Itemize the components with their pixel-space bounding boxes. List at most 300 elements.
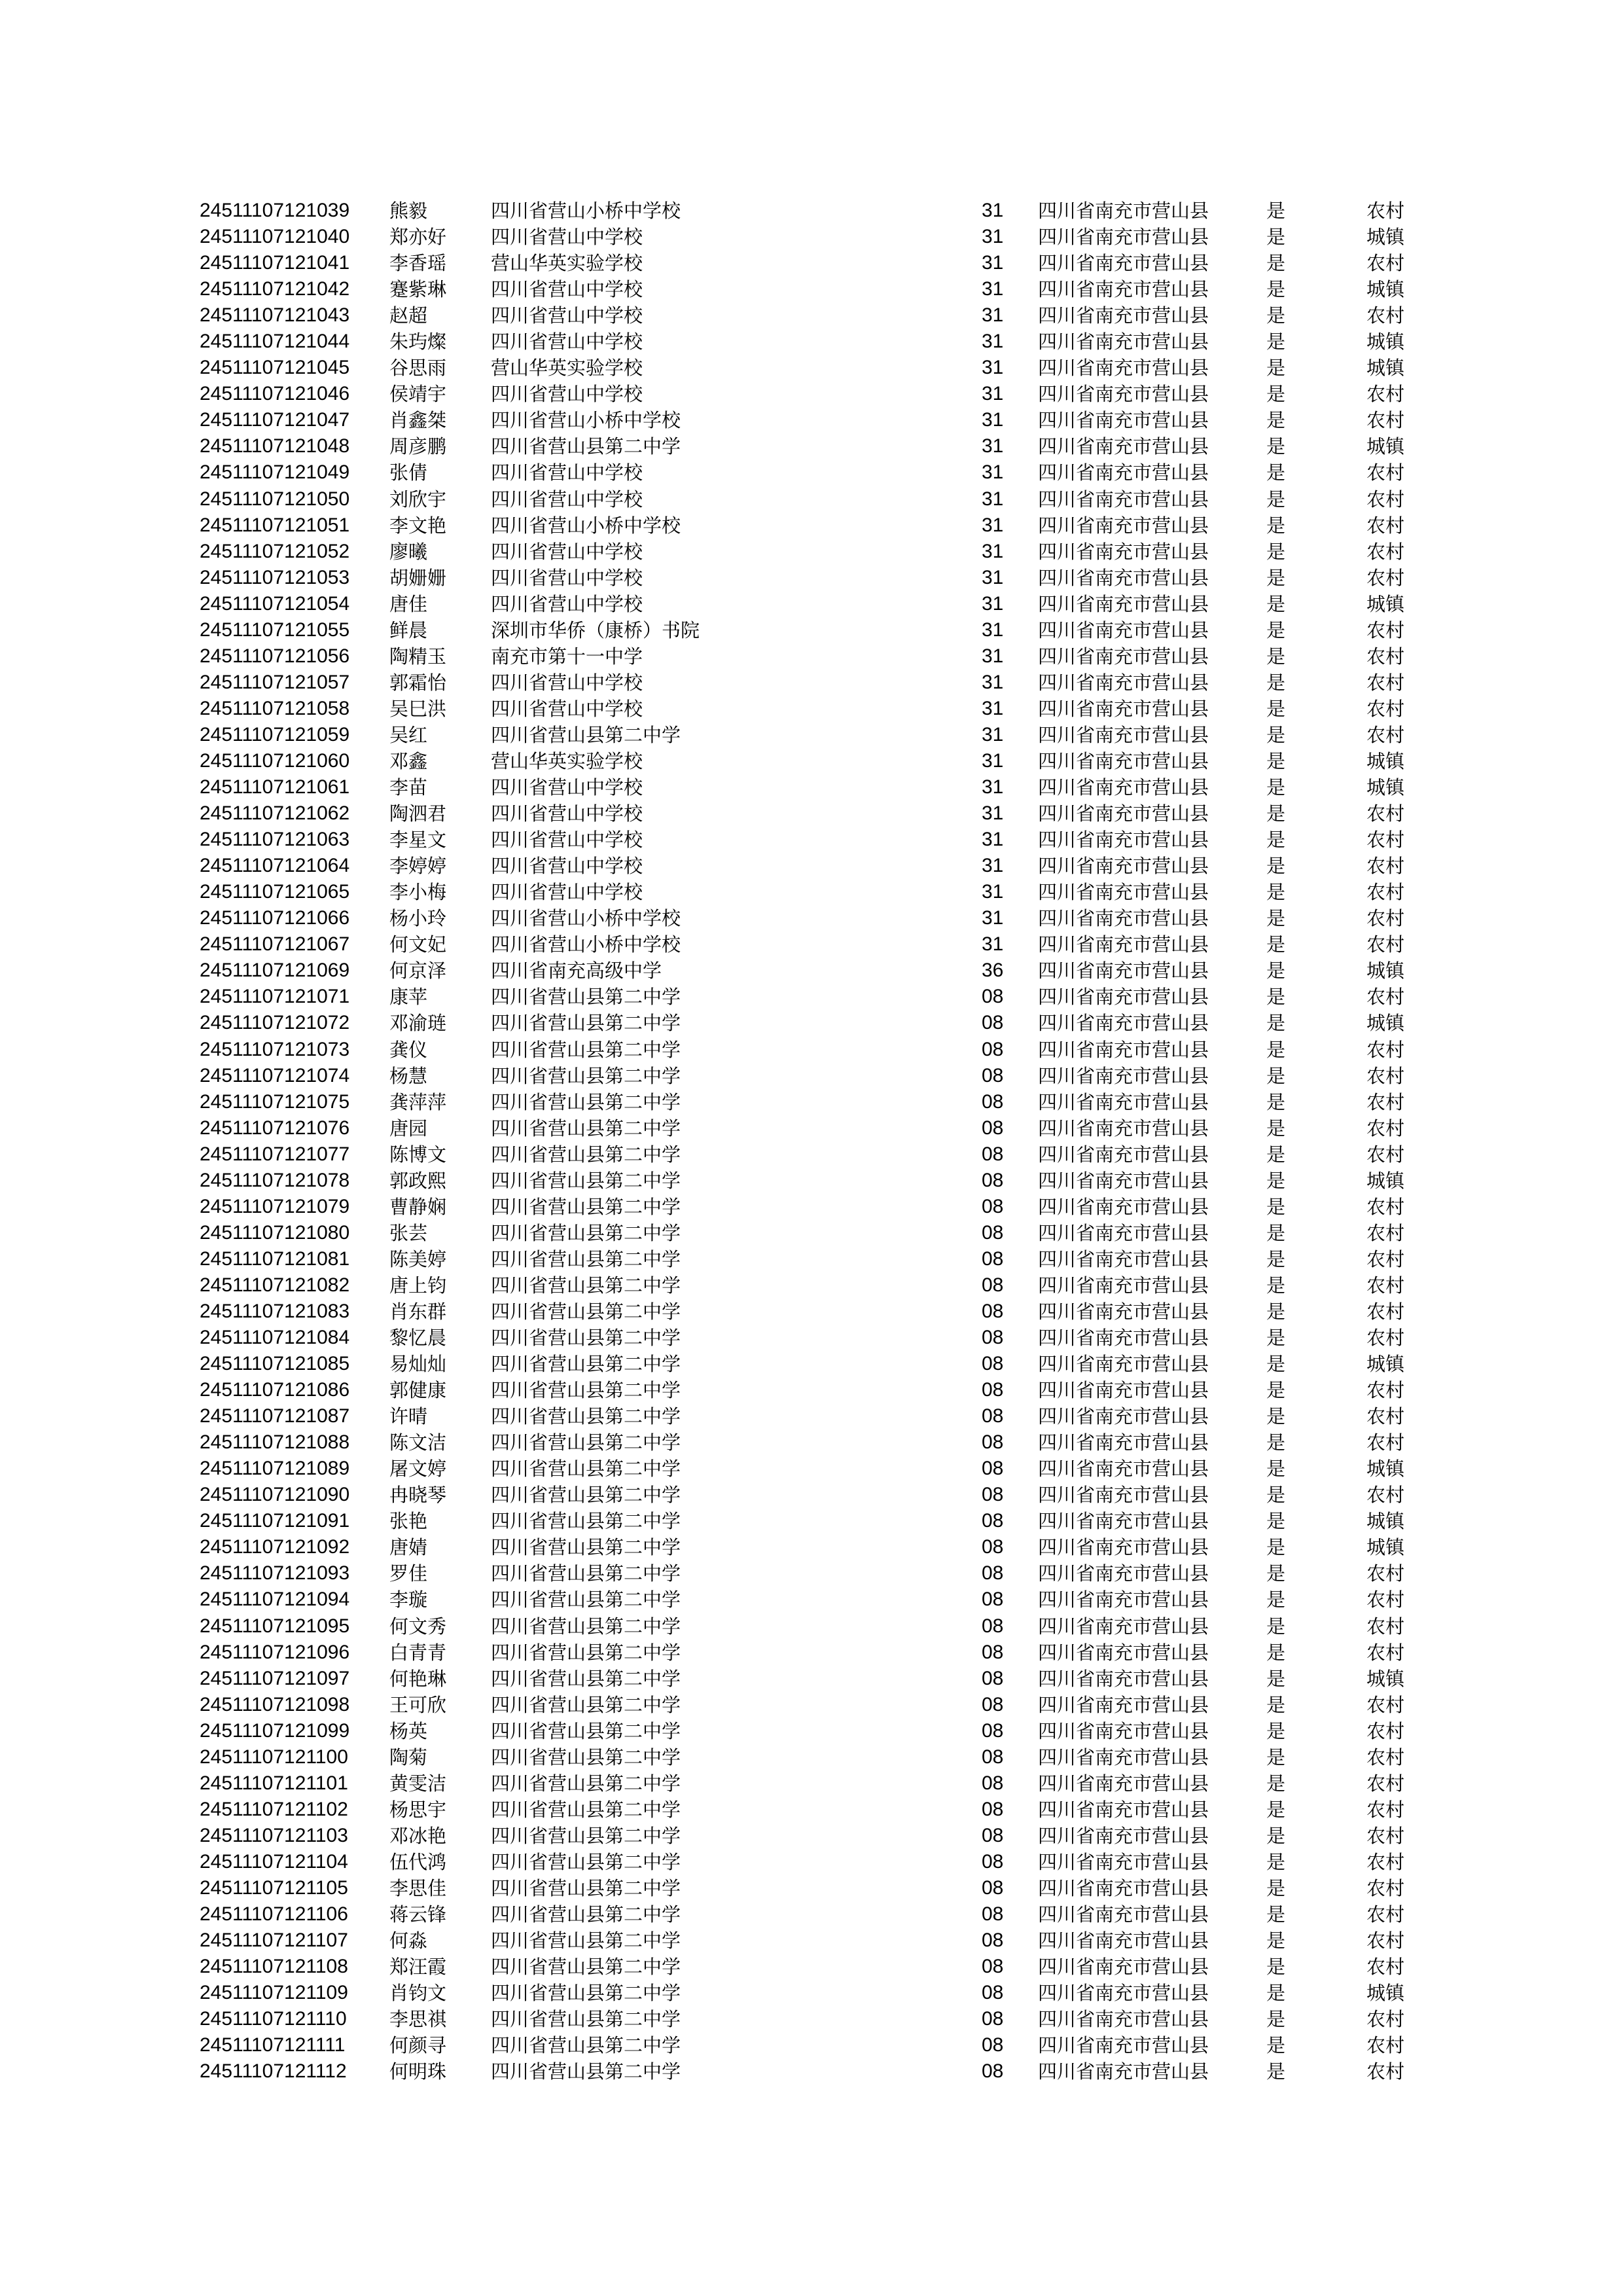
category-code-cell: 08 xyxy=(982,1667,1004,1689)
student-name-cell: 廖曦 xyxy=(389,540,428,563)
table-row xyxy=(200,1403,1443,1429)
category-code-cell: 08 xyxy=(982,1850,1004,1873)
residence-type-cell: 城镇 xyxy=(1366,357,1405,380)
category-code-cell: 08 xyxy=(982,1956,1004,1978)
table-row xyxy=(200,1089,1443,1115)
flag-cell: 是 xyxy=(1266,2060,1286,2083)
school-cell: 四川省营山县第二中学 xyxy=(491,1588,681,1611)
category-code-cell: 08 xyxy=(982,986,1004,1008)
school-cell: 四川省南充高级中学 xyxy=(491,960,662,982)
student-id-cell: 24511107121047 xyxy=(200,409,350,431)
student-name-cell: 龚仪 xyxy=(389,1038,428,1061)
table-row xyxy=(200,1194,1443,1220)
region-cell: 四川省南充市营山县 xyxy=(1038,802,1209,825)
student-id-cell: 24511107121100 xyxy=(200,1746,348,1768)
student-name-cell: 康苹 xyxy=(389,986,428,1009)
flag-cell: 是 xyxy=(1266,1693,1286,1716)
school-cell: 四川省营山县第二中学 xyxy=(491,1536,681,1559)
region-cell: 四川省南充市营山县 xyxy=(1038,1850,1209,1873)
region-cell: 四川省南充市营山县 xyxy=(1038,409,1209,432)
student-id-cell: 24511107121071 xyxy=(200,986,350,1008)
school-cell: 四川省营山中学校 xyxy=(491,829,643,852)
student-name-cell: 吴巳洪 xyxy=(389,697,447,720)
residence-type-cell: 农村 xyxy=(1366,671,1405,694)
student-name-cell: 李文艳 xyxy=(389,514,447,537)
school-cell: 四川省营山县第二中学 xyxy=(491,1982,681,2005)
region-cell: 四川省南充市营山县 xyxy=(1038,723,1209,746)
residence-type-cell: 城镇 xyxy=(1366,1458,1405,1480)
category-code-cell: 31 xyxy=(982,461,1004,484)
table-row xyxy=(200,329,1443,355)
residence-type-cell: 农村 xyxy=(1366,1641,1405,1664)
flag-cell: 是 xyxy=(1266,645,1286,668)
residence-type-cell: 城镇 xyxy=(1366,1982,1405,2005)
table-row xyxy=(200,381,1443,407)
flag-cell: 是 xyxy=(1266,540,1286,563)
student-name-cell: 何京泽 xyxy=(389,960,447,982)
region-cell: 四川省南充市营山县 xyxy=(1038,619,1209,641)
table-row xyxy=(200,1692,1443,1718)
student-id-cell: 24511107121067 xyxy=(200,933,350,956)
region-cell: 四川省南充市营山县 xyxy=(1038,697,1209,720)
table-row xyxy=(200,853,1443,879)
flag-cell: 是 xyxy=(1266,1746,1286,1768)
table-row xyxy=(200,1037,1443,1063)
student-id-cell: 24511107121072 xyxy=(200,1012,350,1034)
region-cell: 四川省南充市营山县 xyxy=(1038,383,1209,406)
residence-type-cell: 农村 xyxy=(1366,514,1405,537)
student-id-cell: 24511107121073 xyxy=(200,1038,350,1060)
flag-cell: 是 xyxy=(1266,1143,1286,1166)
region-cell: 四川省南充市营山县 xyxy=(1038,1877,1209,1899)
student-id-cell: 24511107121089 xyxy=(200,1458,350,1480)
student-id-cell: 24511107121080 xyxy=(200,1221,350,1244)
student-name-cell: 李小梅 xyxy=(389,881,447,904)
region-cell: 四川省南充市营山县 xyxy=(1038,1195,1209,1218)
student-name-cell: 何颜寻 xyxy=(389,2034,447,2057)
residence-type-cell: 农村 xyxy=(1366,829,1405,852)
region-cell: 四川省南充市营山县 xyxy=(1038,1169,1209,1192)
category-code-cell: 08 xyxy=(982,1536,1004,1558)
student-name-cell: 罗佳 xyxy=(389,1562,428,1585)
category-code-cell: 08 xyxy=(982,1588,1004,1611)
category-code-cell: 36 xyxy=(982,960,1004,982)
school-cell: 四川省营山中学校 xyxy=(491,383,643,406)
residence-type-cell: 农村 xyxy=(1366,1746,1405,1768)
category-code-cell: 31 xyxy=(982,749,1004,772)
school-cell: 四川省营山县第二中学 xyxy=(491,2008,681,2031)
student-id-cell: 24511107121056 xyxy=(200,645,350,667)
flag-cell: 是 xyxy=(1266,200,1286,222)
student-name-cell: 何文秀 xyxy=(389,1615,447,1638)
student-id-cell: 24511107121106 xyxy=(200,1903,348,1926)
student-name-cell: 易灿灿 xyxy=(389,1353,447,1376)
category-code-cell: 08 xyxy=(982,1431,1004,1454)
table-row xyxy=(200,276,1443,302)
category-code-cell: 31 xyxy=(982,226,1004,248)
residence-type-cell: 城镇 xyxy=(1366,592,1405,615)
school-cell: 四川省营山县第二中学 xyxy=(491,1824,681,1847)
flag-cell: 是 xyxy=(1266,514,1286,537)
region-cell: 四川省南充市营山县 xyxy=(1038,2008,1209,2031)
table-row xyxy=(200,643,1443,670)
school-cell: 四川省营山县第二中学 xyxy=(491,1038,681,1061)
student-name-cell: 杨英 xyxy=(389,1719,428,1742)
school-cell: 四川省营山县第二中学 xyxy=(491,2060,681,2083)
residence-type-cell: 农村 xyxy=(1366,619,1405,641)
student-name-cell: 赵超 xyxy=(389,304,428,327)
student-id-cell: 24511107121074 xyxy=(200,1064,350,1086)
student-id-cell: 24511107121088 xyxy=(200,1431,350,1454)
school-cell: 四川省营山小桥中学校 xyxy=(491,409,681,432)
residence-type-cell: 农村 xyxy=(1366,566,1405,589)
flag-cell: 是 xyxy=(1266,907,1286,930)
category-code-cell: 31 xyxy=(982,802,1004,825)
category-code-cell: 08 xyxy=(982,1641,1004,1663)
region-cell: 四川省南充市营山县 xyxy=(1038,907,1209,930)
category-code-cell: 31 xyxy=(982,435,1004,457)
category-code-cell: 08 xyxy=(982,1929,1004,1952)
category-code-cell: 08 xyxy=(982,1772,1004,1794)
school-cell: 四川省营山县第二中学 xyxy=(491,1772,681,1795)
table-row xyxy=(200,800,1443,827)
table-row xyxy=(200,565,1443,591)
student-id-cell: 24511107121108 xyxy=(200,1956,348,1978)
residence-type-cell: 农村 xyxy=(1366,1038,1405,1061)
category-code-cell: 08 xyxy=(982,1327,1004,1349)
category-code-cell: 08 xyxy=(982,1615,1004,1637)
region-cell: 四川省南充市营山县 xyxy=(1038,357,1209,380)
category-code-cell: 08 xyxy=(982,1405,1004,1427)
flag-cell: 是 xyxy=(1266,1221,1286,1244)
school-cell: 营山华英实验学校 xyxy=(491,357,643,380)
region-cell: 四川省南充市营山县 xyxy=(1038,1064,1209,1087)
student-id-cell: 24511107121049 xyxy=(200,461,350,484)
flag-cell: 是 xyxy=(1266,1850,1286,1873)
residence-type-cell: 农村 xyxy=(1366,1798,1405,1821)
student-name-cell: 胡姗姗 xyxy=(389,566,447,589)
residence-type-cell: 农村 xyxy=(1366,933,1405,956)
student-id-cell: 24511107121112 xyxy=(200,2060,347,2083)
school-cell: 四川省营山县第二中学 xyxy=(491,986,681,1009)
student-id-cell: 24511107121062 xyxy=(200,802,350,825)
school-cell: 四川省营山小桥中学校 xyxy=(491,514,681,537)
table-row xyxy=(200,512,1443,539)
flag-cell: 是 xyxy=(1266,592,1286,615)
student-name-cell: 刘欣宇 xyxy=(389,488,447,511)
category-code-cell: 31 xyxy=(982,645,1004,667)
table-row xyxy=(200,224,1443,250)
student-id-cell: 24511107121077 xyxy=(200,1143,350,1165)
school-cell: 四川省营山县第二中学 xyxy=(491,1090,681,1113)
category-code-cell: 08 xyxy=(982,2060,1004,2083)
student-id-cell: 24511107121041 xyxy=(200,252,350,274)
category-code-cell: 08 xyxy=(982,1693,1004,1715)
student-name-cell: 王可欣 xyxy=(389,1693,447,1716)
student-id-cell: 24511107121097 xyxy=(200,1667,350,1689)
residence-type-cell: 农村 xyxy=(1366,1903,1405,1926)
student-id-cell: 24511107121107 xyxy=(200,1929,348,1952)
flag-cell: 是 xyxy=(1266,671,1286,694)
school-cell: 四川省营山县第二中学 xyxy=(491,1667,681,1690)
table-row xyxy=(200,1168,1443,1194)
flag-cell: 是 xyxy=(1266,383,1286,406)
region-cell: 四川省南充市营山县 xyxy=(1038,1693,1209,1716)
school-cell: 四川省营山县第二中学 xyxy=(491,2034,681,2057)
region-cell: 四川省南充市营山县 xyxy=(1038,1667,1209,1690)
student-name-cell: 冉晓琴 xyxy=(389,1484,447,1507)
category-code-cell: 31 xyxy=(982,933,1004,956)
student-id-cell: 24511107121099 xyxy=(200,1719,350,1742)
school-cell: 四川省营山中学校 xyxy=(491,592,643,615)
category-code-cell: 08 xyxy=(982,1982,1004,2004)
table-row xyxy=(200,198,1443,224)
region-cell: 四川省南充市营山县 xyxy=(1038,749,1209,772)
residence-type-cell: 农村 xyxy=(1366,252,1405,275)
student-id-cell: 24511107121083 xyxy=(200,1300,350,1322)
student-id-cell: 24511107121055 xyxy=(200,619,350,641)
student-name-cell: 陶菊 xyxy=(389,1746,428,1768)
residence-type-cell: 农村 xyxy=(1366,540,1405,563)
student-name-cell: 李璇 xyxy=(389,1588,428,1611)
student-id-cell: 24511107121061 xyxy=(200,776,350,798)
category-code-cell: 31 xyxy=(982,881,1004,903)
flag-cell: 是 xyxy=(1266,461,1286,484)
school-cell: 四川省营山县第二中学 xyxy=(491,1929,681,1952)
table-row xyxy=(200,1823,1443,1849)
region-cell: 四川省南充市营山县 xyxy=(1038,1772,1209,1795)
table-row xyxy=(200,984,1443,1010)
residence-type-cell: 农村 xyxy=(1366,1405,1405,1428)
residence-type-cell: 农村 xyxy=(1366,802,1405,825)
residence-type-cell: 城镇 xyxy=(1366,331,1405,353)
school-cell: 四川省营山县第二中学 xyxy=(491,723,681,746)
student-id-cell: 24511107121105 xyxy=(200,1877,348,1899)
region-cell: 四川省南充市营山县 xyxy=(1038,252,1209,275)
flag-cell: 是 xyxy=(1266,749,1286,772)
residence-type-cell: 农村 xyxy=(1366,2034,1405,2057)
student-id-cell: 24511107121103 xyxy=(200,1824,348,1846)
flag-cell: 是 xyxy=(1266,1929,1286,1952)
flag-cell: 是 xyxy=(1266,1719,1286,1742)
student-id-cell: 24511107121090 xyxy=(200,1484,350,1506)
flag-cell: 是 xyxy=(1266,304,1286,327)
flag-cell: 是 xyxy=(1266,1877,1286,1899)
student-name-cell: 何明珠 xyxy=(389,2060,447,2083)
residence-type-cell: 农村 xyxy=(1366,1431,1405,1454)
table-row xyxy=(200,1377,1443,1403)
student-name-cell: 龚萍萍 xyxy=(389,1090,447,1113)
region-cell: 四川省南充市营山县 xyxy=(1038,1379,1209,1402)
residence-type-cell: 农村 xyxy=(1366,1195,1405,1218)
school-cell: 四川省营山县第二中学 xyxy=(491,1746,681,1768)
student-id-cell: 24511107121069 xyxy=(200,960,350,982)
table-row xyxy=(200,1482,1443,1508)
table-row xyxy=(200,1560,1443,1587)
residence-type-cell: 农村 xyxy=(1366,907,1405,930)
flag-cell: 是 xyxy=(1266,1562,1286,1585)
category-code-cell: 08 xyxy=(982,1274,1004,1296)
student-name-cell: 何艳琳 xyxy=(389,1667,447,1690)
school-cell: 四川省营山县第二中学 xyxy=(491,1903,681,1926)
table-row xyxy=(200,1246,1443,1272)
table-row xyxy=(200,1718,1443,1744)
student-name-cell: 李星文 xyxy=(389,829,447,852)
category-code-cell: 08 xyxy=(982,1143,1004,1165)
school-cell: 四川省营山县第二中学 xyxy=(491,1195,681,1218)
residence-type-cell: 农村 xyxy=(1366,1693,1405,1716)
school-cell: 营山华英实验学校 xyxy=(491,252,643,275)
student-id-cell: 24511107121111 xyxy=(200,2034,346,2056)
table-row xyxy=(200,670,1443,696)
category-code-cell: 31 xyxy=(982,723,1004,745)
region-cell: 四川省南充市营山县 xyxy=(1038,1143,1209,1166)
residence-type-cell: 农村 xyxy=(1366,2008,1405,2031)
table-row xyxy=(200,774,1443,800)
student-id-cell: 24511107121109 xyxy=(200,1982,348,2004)
school-cell: 四川省营山县第二中学 xyxy=(491,1484,681,1507)
region-cell: 四川省南充市营山县 xyxy=(1038,1431,1209,1454)
student-id-cell: 24511107121057 xyxy=(200,671,350,693)
table-row xyxy=(200,1613,1443,1640)
region-cell: 四川省南充市营山县 xyxy=(1038,1405,1209,1428)
flag-cell: 是 xyxy=(1266,697,1286,720)
residence-type-cell: 农村 xyxy=(1366,461,1405,484)
school-cell: 四川省营山县第二中学 xyxy=(491,1615,681,1638)
region-cell: 四川省南充市营山县 xyxy=(1038,986,1209,1009)
flag-cell: 是 xyxy=(1266,1982,1286,2005)
residence-type-cell: 农村 xyxy=(1366,488,1405,511)
region-cell: 四川省南充市营山县 xyxy=(1038,1641,1209,1664)
residence-type-cell: 农村 xyxy=(1366,1143,1405,1166)
table-row xyxy=(200,958,1443,984)
student-name-cell: 陶精玉 xyxy=(389,645,447,668)
region-cell: 四川省南充市营山县 xyxy=(1038,1038,1209,1061)
region-cell: 四川省南充市营山县 xyxy=(1038,278,1209,301)
student-name-cell: 陈文洁 xyxy=(389,1431,447,1454)
student-name-cell: 唐上钧 xyxy=(389,1274,447,1297)
student-name-cell: 唐园 xyxy=(389,1117,428,1139)
region-cell: 四川省南充市营山县 xyxy=(1038,960,1209,982)
residence-type-cell: 城镇 xyxy=(1366,1510,1405,1533)
student-id-cell: 24511107121046 xyxy=(200,383,350,405)
flag-cell: 是 xyxy=(1266,2008,1286,2031)
region-cell: 四川省南充市营山县 xyxy=(1038,1746,1209,1768)
table-row xyxy=(200,827,1443,853)
school-cell: 四川省营山县第二中学 xyxy=(491,1562,681,1585)
student-name-cell: 杨小玲 xyxy=(389,907,447,930)
student-id-cell: 24511107121045 xyxy=(200,357,350,379)
residence-type-cell: 城镇 xyxy=(1366,226,1405,249)
student-id-cell: 24511107121052 xyxy=(200,540,350,562)
student-id-cell: 24511107121098 xyxy=(200,1693,350,1715)
student-id-cell: 24511107121053 xyxy=(200,566,350,588)
student-name-cell: 屠文婷 xyxy=(389,1458,447,1480)
category-code-cell: 31 xyxy=(982,357,1004,379)
flag-cell: 是 xyxy=(1266,1772,1286,1795)
student-name-cell: 陈美婷 xyxy=(389,1247,447,1270)
category-code-cell: 08 xyxy=(982,1510,1004,1532)
student-name-cell: 谷思雨 xyxy=(389,357,447,380)
region-cell: 四川省南充市营山县 xyxy=(1038,1903,1209,1926)
student-name-cell: 李思佳 xyxy=(389,1877,447,1899)
table-row xyxy=(200,302,1443,329)
student-id-cell: 24511107121044 xyxy=(200,331,350,353)
table-row xyxy=(200,591,1443,617)
flag-cell: 是 xyxy=(1266,1798,1286,1821)
flag-cell: 是 xyxy=(1266,1169,1286,1192)
flag-cell: 是 xyxy=(1266,252,1286,275)
residence-type-cell: 城镇 xyxy=(1366,278,1405,301)
table-row xyxy=(200,1980,1443,2006)
school-cell: 四川省营山小桥中学校 xyxy=(491,907,681,930)
school-cell: 四川省营山县第二中学 xyxy=(491,1693,681,1716)
student-name-cell: 张倩 xyxy=(389,461,428,484)
flag-cell: 是 xyxy=(1266,2034,1286,2057)
residence-type-cell: 农村 xyxy=(1366,986,1405,1009)
residence-type-cell: 农村 xyxy=(1366,409,1405,432)
category-code-cell: 31 xyxy=(982,566,1004,588)
student-name-cell: 伍代鸿 xyxy=(389,1850,447,1873)
region-cell: 四川省南充市营山县 xyxy=(1038,2034,1209,2057)
residence-type-cell: 城镇 xyxy=(1366,960,1405,982)
school-cell: 四川省营山县第二中学 xyxy=(491,1169,681,1192)
flag-cell: 是 xyxy=(1266,1300,1286,1323)
table-row xyxy=(200,1063,1443,1089)
region-cell: 四川省南充市营山县 xyxy=(1038,671,1209,694)
category-code-cell: 08 xyxy=(982,1247,1004,1270)
residence-type-cell: 农村 xyxy=(1366,1064,1405,1087)
region-cell: 四川省南充市营山县 xyxy=(1038,1510,1209,1533)
category-code-cell: 08 xyxy=(982,1090,1004,1113)
student-name-cell: 肖钧文 xyxy=(389,1982,447,2005)
table-row xyxy=(200,1299,1443,1325)
category-code-cell: 08 xyxy=(982,1038,1004,1060)
residence-type-cell: 农村 xyxy=(1366,1615,1405,1638)
region-cell: 四川省南充市营山县 xyxy=(1038,592,1209,615)
student-id-cell: 24511107121063 xyxy=(200,829,350,851)
residence-type-cell: 农村 xyxy=(1366,1327,1405,1350)
residence-type-cell: 农村 xyxy=(1366,1877,1405,1899)
region-cell: 四川省南充市营山县 xyxy=(1038,829,1209,852)
student-name-cell: 唐婧 xyxy=(389,1536,428,1559)
category-code-cell: 31 xyxy=(982,331,1004,353)
student-name-cell: 吴红 xyxy=(389,723,428,746)
school-cell: 四川省营山县第二中学 xyxy=(491,1458,681,1480)
residence-type-cell: 农村 xyxy=(1366,200,1405,222)
flag-cell: 是 xyxy=(1266,1903,1286,1926)
student-id-cell: 24511107121040 xyxy=(200,226,350,248)
student-name-cell: 郑汪霞 xyxy=(389,1956,447,1979)
student-name-cell: 白青青 xyxy=(389,1641,447,1664)
school-cell: 四川省营山中学校 xyxy=(491,776,643,799)
region-cell: 四川省南充市营山县 xyxy=(1038,1300,1209,1323)
region-cell: 四川省南充市营山县 xyxy=(1038,1484,1209,1507)
region-cell: 四川省南充市营山县 xyxy=(1038,2060,1209,2083)
region-cell: 四川省南充市营山县 xyxy=(1038,1562,1209,1585)
residence-type-cell: 农村 xyxy=(1366,855,1405,878)
student-name-cell: 许晴 xyxy=(389,1405,428,1428)
table-row xyxy=(200,905,1443,931)
table-row xyxy=(200,459,1443,486)
school-cell: 四川省营山中学校 xyxy=(491,855,643,878)
student-name-cell: 邓渝琏 xyxy=(389,1012,447,1035)
student-id-cell: 24511107121085 xyxy=(200,1353,350,1375)
school-cell: 四川省营山县第二中学 xyxy=(491,1798,681,1821)
school-cell: 四川省营山中学校 xyxy=(491,566,643,589)
table-row xyxy=(200,486,1443,512)
region-cell: 四川省南充市营山县 xyxy=(1038,566,1209,589)
